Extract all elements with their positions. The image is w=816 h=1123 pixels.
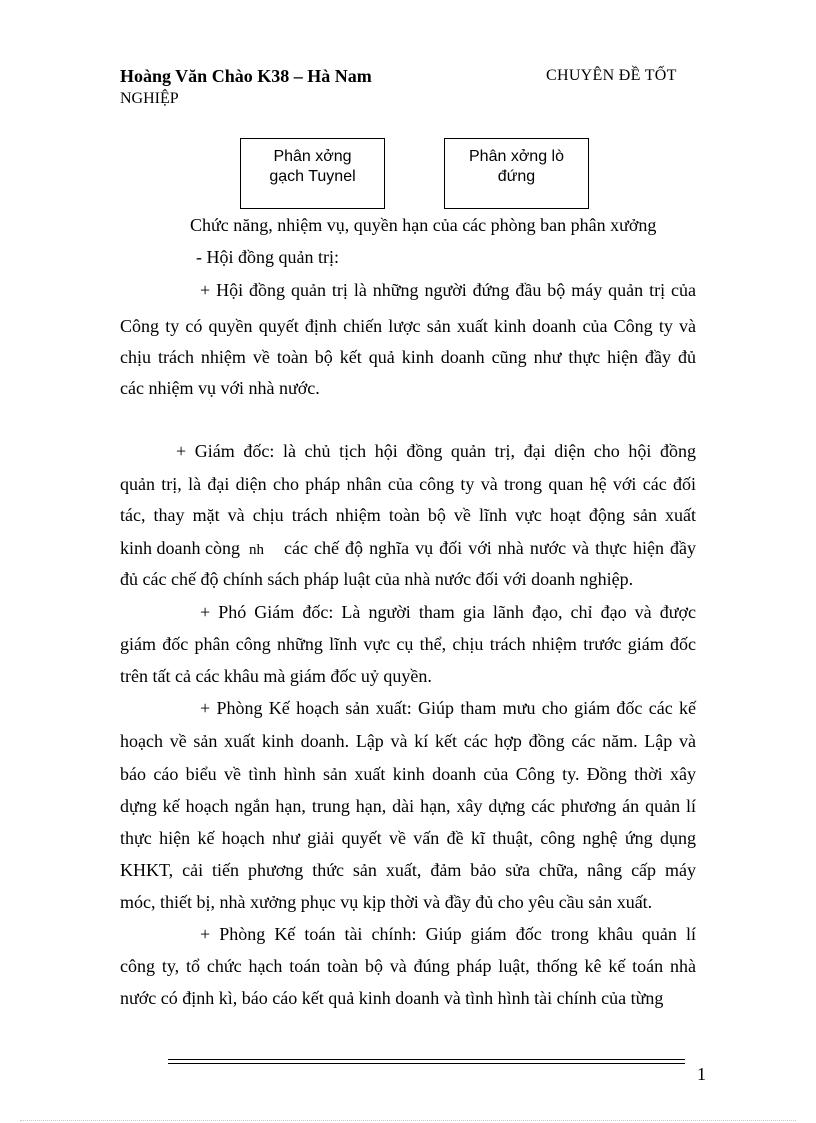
text-line: chịu trách nhiệm về toàn bộ kết quả kinh doanh cũng như thực hiện đầy đủ bbox=[120, 347, 696, 367]
text-line: móc, thiết bị, nhà xưởng phục vụ kịp thời và đầy đủ cho yêu cầu sản xuất. bbox=[120, 892, 653, 912]
header-author: Hoàng Văn Chào K38 – Hà Nam bbox=[120, 66, 372, 86]
text-line: + Phó Giám đốc: Là người tham gia lãnh đạo, chỉ đạo và được bbox=[200, 602, 696, 622]
text-line: + Phòng Kế hoạch sản xuất: Giúp tham mưu cho giám đốc các kế bbox=[200, 698, 696, 718]
page-number: 1 bbox=[697, 1064, 706, 1084]
header-document-title: CHUYÊN ĐỀ TỐT bbox=[546, 67, 677, 84]
text-line: tác, thay mặt và chịu trách nhiệm toàn bộ về lĩnh vực hoạt động sản xuất bbox=[120, 505, 696, 525]
text-line: đủ các chế độ chính sách pháp luật của nhà nước đối với doanh nghiệp. bbox=[120, 569, 634, 589]
text-line: trên tất cả các khâu mà giám đốc uỷ quyền. bbox=[120, 666, 432, 686]
text-line: hoạch về sản xuất kinh doanh. Lập và kí kết các hợp đồng các năm. Lập và bbox=[120, 731, 696, 751]
org-box-label: gạch Tuynel bbox=[269, 168, 356, 185]
board-label: - Hội đồng quản trị: bbox=[196, 247, 339, 267]
text-line: + Giám đốc: là chủ tịch hội đồng quản trị, đại diện cho hội đồng bbox=[176, 441, 696, 461]
text-line: dựng kế hoạch ngắn hạn, trung hạn, dài hạn, xây dựng các phương án quản lí bbox=[120, 796, 696, 816]
text-line: các chế độ nghĩa vụ đối với nhà nước và thực hiện đầy bbox=[284, 538, 696, 558]
org-box-label: Phân xởng lò bbox=[469, 148, 564, 165]
text-line: báo cáo biểu về tình hình sản xuất kinh doanh của Công ty. Đồng thời xây bbox=[120, 764, 696, 784]
text-line: + Phòng Kế toán tài chính: Giúp giám đốc trong khâu quản lí bbox=[200, 924, 696, 944]
org-box-tunnel-brick-workshop bbox=[240, 138, 385, 209]
org-box-label: đứng bbox=[497, 168, 536, 185]
text-line: + Hội đồng quản trị là những người đứng đầu bộ máy quản trị của bbox=[200, 280, 696, 300]
header-document-title-continued: NGHIỆP bbox=[120, 90, 179, 107]
page-edge bbox=[20, 1120, 796, 1121]
text-line: nước có định kì, báo cáo kết quả kinh doanh và tình hình tài chính của từng bbox=[120, 988, 664, 1008]
text-line: giám đốc phân công những lĩnh vực cụ thể, chịu trách nhiệm trước giám đốc bbox=[120, 634, 696, 654]
section-heading: Chức năng, nhiệm vụ, quyền hạn của các phòng ban phân xưởng bbox=[190, 215, 657, 235]
text-line: công ty, tổ chức hạch toán toàn bộ và đúng pháp luật, thống kê kế toán nhà bbox=[120, 956, 696, 976]
text-line: thực hiện kế hoạch như giải quyết về vấn đề kĩ thuật, công nghệ ứng dụng bbox=[120, 828, 696, 848]
org-box-label: Phân xởng bbox=[273, 148, 352, 165]
text-line: kinh doanh còng bbox=[120, 538, 240, 558]
text-fragment: nh bbox=[249, 542, 264, 558]
org-box-vertical-kiln-workshop bbox=[444, 138, 589, 209]
footer-rule bbox=[168, 1059, 685, 1064]
text-line: Công ty có quyền quyết định chiến lược sản xuất kinh doanh của Công ty và bbox=[120, 316, 696, 336]
text-line: KHKT, cải tiến phương thức sản xuất, đảm bảo sửa chữa, nâng cấp máy bbox=[120, 860, 696, 880]
text-line: các nhiệm vụ với nhà nước. bbox=[120, 378, 320, 398]
text-line: quản trị, là đại diện cho pháp nhân của công ty và trong quan hệ với các đối bbox=[120, 474, 696, 494]
